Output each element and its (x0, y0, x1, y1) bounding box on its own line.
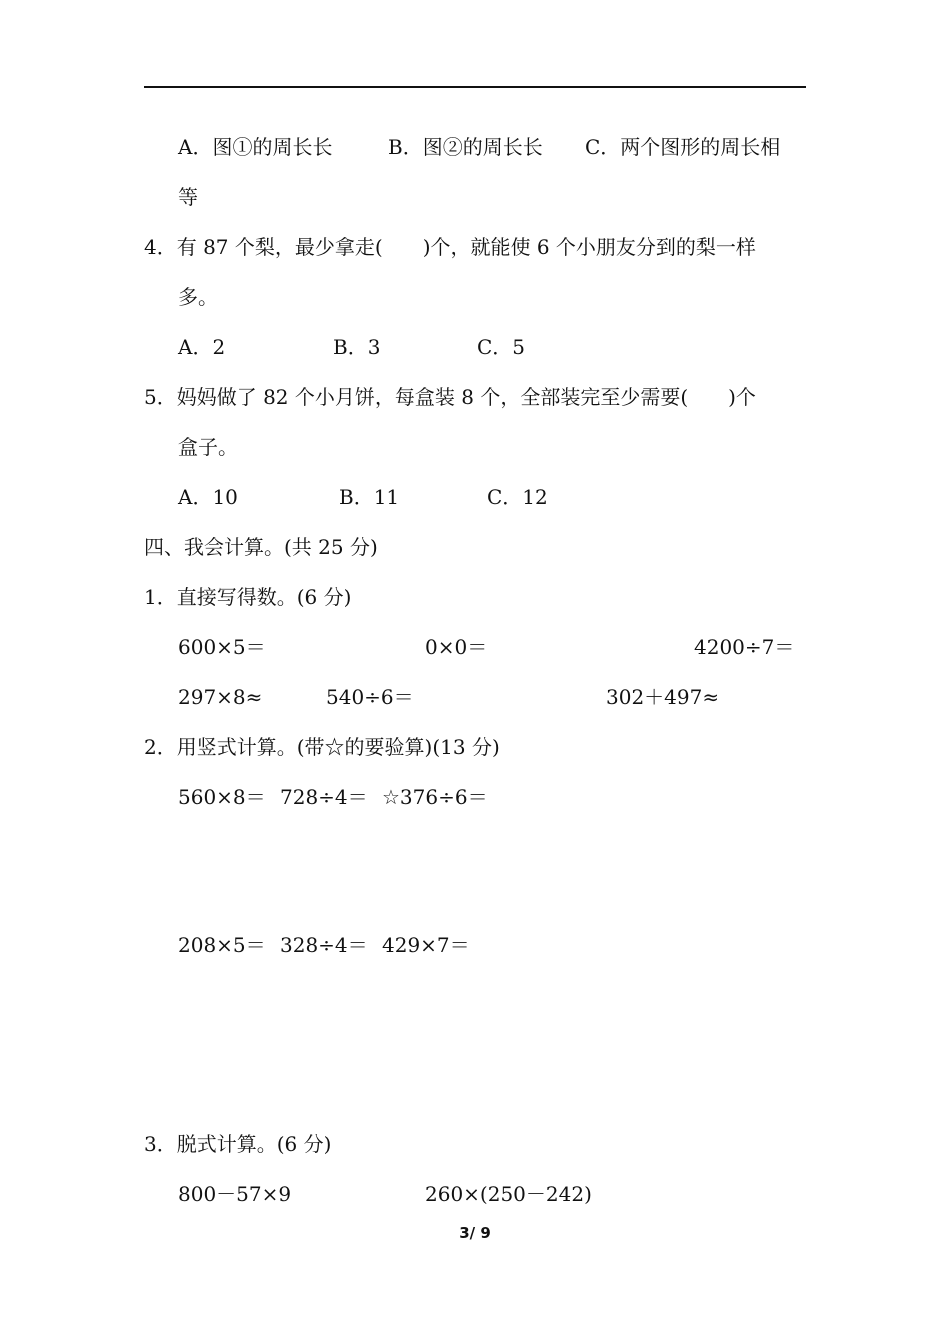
vertical-calc-item: 208×5＝ (178, 933, 266, 957)
part3-title: 3．脱式计算。(6 分) (144, 1132, 332, 1156)
q3-option-c-continued: 等 (178, 185, 198, 209)
calc-item: 600×5＝ (178, 635, 266, 659)
q3-option-c: C．两个图形的周长相 (585, 135, 781, 159)
step-calc-item: 800－57×9 (178, 1182, 292, 1206)
calc-item: 540÷6＝ (326, 685, 414, 709)
q5-option-b: B．11 (339, 485, 400, 509)
calc-item: 297×8≈ (178, 685, 263, 709)
section-title: 四、我会计算。(共 25 分) (144, 535, 378, 559)
q3-option-b: B．图②的周长长 (388, 135, 543, 159)
calc-item: 0×0＝ (425, 635, 488, 659)
page-number: 3/ 9 (459, 1224, 491, 1242)
q5-question-continued: 盒子。 (178, 435, 238, 459)
vertical-calc-item: 728÷4＝ (280, 785, 368, 809)
q3-option-a: A．图①的周长长 (178, 135, 333, 159)
q5-option-a: A．10 (178, 485, 238, 509)
vertical-calc-item: 560×8＝ (178, 785, 266, 809)
q4-option-a: A．2 (178, 335, 226, 359)
header-rule (144, 86, 806, 88)
vertical-calc-item: ☆376÷6＝ (382, 785, 488, 809)
calc-item: 4200÷7＝ (694, 635, 795, 659)
calc-item: 302＋497≈ (606, 685, 720, 709)
q5-option-c: C．12 (487, 485, 548, 509)
step-calc-item: 260×(250－242) (425, 1182, 592, 1206)
q5-question: 5．妈妈做了 82 个小月饼，每盒装 8 个，全部装完至少需要( )个 (144, 385, 756, 409)
q4-question-continued: 多。 (178, 285, 218, 309)
vertical-calc-item: 429×7＝ (382, 933, 470, 957)
vertical-calc-item: 328÷4＝ (280, 933, 368, 957)
part2-title: 2．用竖式计算。(带☆的要验算)(13 分) (144, 735, 500, 759)
q4-question: 4．有 87 个梨，最少拿走( )个，就能使 6 个小朋友分到的梨一样 (144, 235, 756, 259)
part1-title: 1．直接写得数。(6 分) (144, 585, 352, 609)
q4-option-c: C．5 (477, 335, 526, 359)
q4-option-b: B．3 (333, 335, 381, 359)
